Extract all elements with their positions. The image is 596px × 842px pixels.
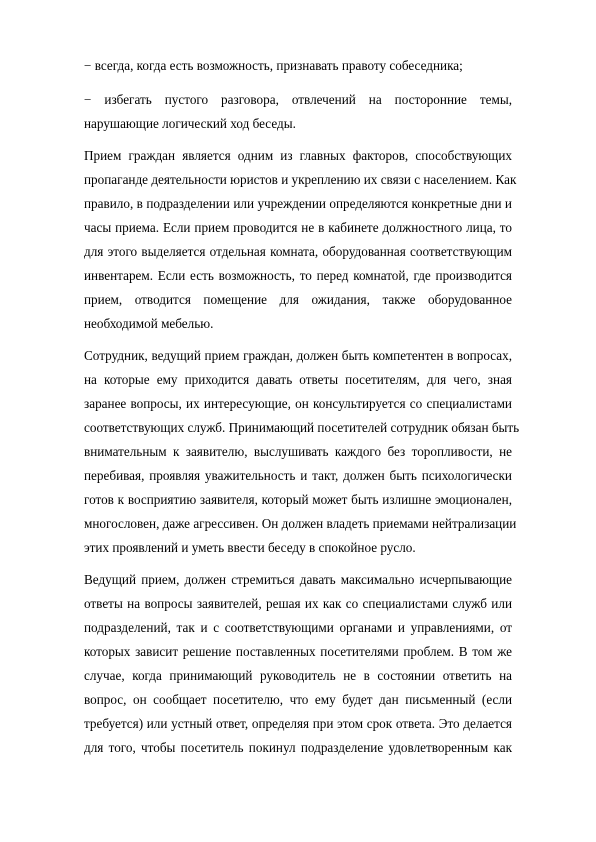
text-line: часы приема. Если прием проводится не в кабинете должностного лица, то xyxy=(84,220,512,235)
text-line: необходимой мебелью. xyxy=(84,316,214,331)
text-line: этих проявлений и уметь ввести беседу в спокойное русло. xyxy=(84,540,416,555)
text-line: для этого выделяется отдельная комната, оборудованная соответствующим xyxy=(84,244,512,259)
text-line: для того, чтобы посетитель покинул подразделение удовлетворенным как xyxy=(84,740,512,755)
text-line: правило, в подразделении или учреждении определяются конкретные дни и xyxy=(84,196,512,211)
text-line: готов к восприятию заявителя, который может быть излишне эмоционален, xyxy=(84,492,512,507)
text-line: прием, отводится помещение для ожидания, также оборудованное xyxy=(84,292,512,307)
text-line: на которые ему приходится давать ответы посетителям, для чего, зная xyxy=(84,372,512,387)
paragraph-employee xyxy=(84,344,520,560)
paragraph-leading-reception xyxy=(84,568,512,760)
text-line: Прием граждан является одним из главных факторов, способствующих xyxy=(84,148,512,163)
text-line: многословен, даже агрессивен. Он должен владеть приемами нейтрализации xyxy=(84,516,517,531)
text-line: ответы на вопросы заявителей, решая их как со специалистами служб или xyxy=(84,596,512,611)
paragraph-bullet-1 xyxy=(84,54,512,78)
text-line: подразделений, так и с соответствующими органами и управлениями, от xyxy=(84,620,512,635)
text-line: Сотрудник, ведущий прием граждан, должен быть компетентен в вопросах, xyxy=(84,348,512,363)
text-line: − всегда, когда есть возможность, признавать правоту собеседника; xyxy=(84,58,463,73)
paragraph-bullet-2 xyxy=(84,88,512,136)
text-line: пропаганде деятельности юристов и укреплению их связи с населением. Как xyxy=(84,172,517,187)
text-line: инвентарем. Если есть возможность, то перед комнатой, где производится xyxy=(84,268,512,283)
text-line: − избегать пустого разговора, отвлечений на посторонние темы, xyxy=(84,92,512,107)
text-line: требуется) или устный ответ, определяя при этом срок ответа. Это делается xyxy=(84,716,512,731)
text-line: Ведущий прием, должен стремиться давать максимально исчерпывающие xyxy=(84,572,512,587)
text-line: нарушающие логический ход беседы. xyxy=(84,116,296,131)
text-line: заранее вопросы, их интересующие, он консультируется со специалистами xyxy=(84,396,512,411)
text-line: случае, когда принимающий руководитель не в состоянии ответить на xyxy=(84,668,512,683)
text-line: перебивая, проявляя уважительность и такт, должен быть психологически xyxy=(84,468,512,483)
text-line: которых зависит решение поставленных посетителями проблем. В том же xyxy=(84,644,512,659)
text-line: внимательным к заявителю, выслушивать каждого без торопливости, не xyxy=(84,444,512,459)
text-line: вопрос, он сообщает посетителю, что ему будет дан письменный (если xyxy=(84,692,512,707)
paragraph-reception xyxy=(84,144,517,336)
text-line: соответствующих служб. Принимающий посетителей сотрудник обязан быть xyxy=(84,420,520,435)
